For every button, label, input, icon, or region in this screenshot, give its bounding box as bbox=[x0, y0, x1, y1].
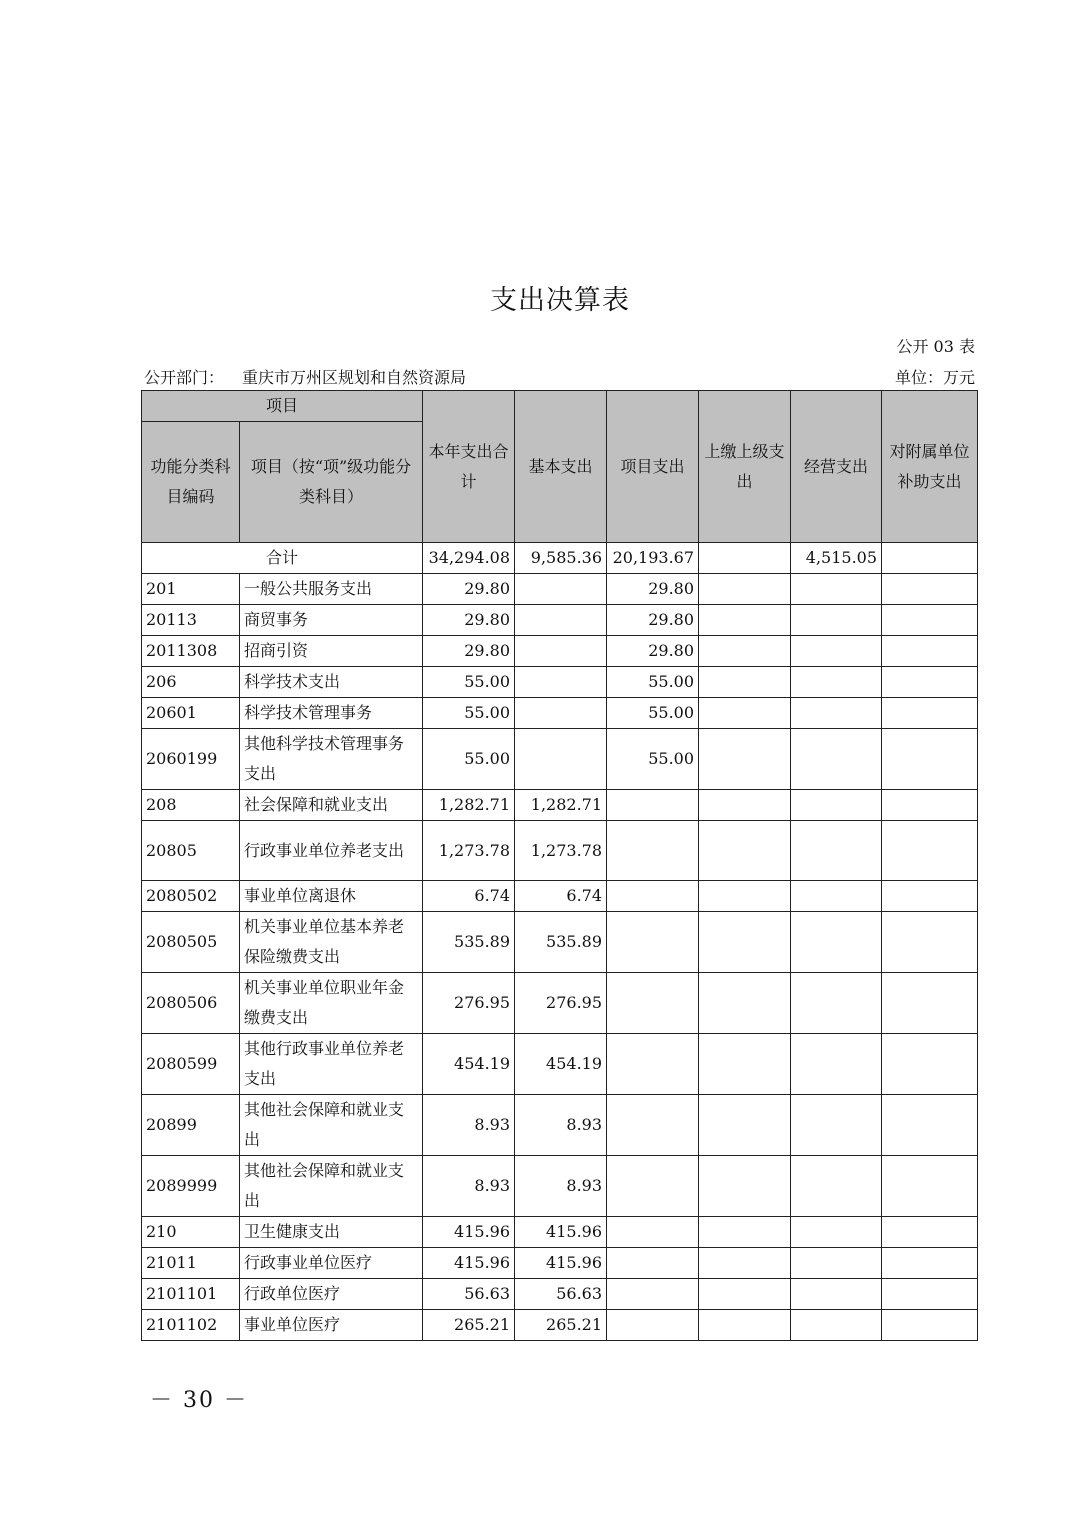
header-business: 经营支出 bbox=[791, 391, 882, 543]
code-cell: 20601 bbox=[142, 698, 240, 729]
total-row bbox=[142, 543, 978, 574]
total-amount-cell: 8.93 bbox=[423, 1156, 515, 1217]
code-cell: 2089999 bbox=[142, 1156, 240, 1217]
name-cell: 科学技术管理事务 bbox=[240, 698, 423, 729]
business-amount-cell bbox=[791, 667, 882, 698]
code-cell: 2101102 bbox=[142, 1310, 240, 1341]
total-amount-cell: 55.00 bbox=[423, 698, 515, 729]
header-subsidy: 对附属单位补助支出 bbox=[882, 391, 978, 543]
table-row bbox=[142, 636, 978, 667]
subsidy-amount-cell bbox=[882, 1248, 978, 1279]
basic-amount-cell: 6.74 bbox=[515, 881, 607, 912]
business-amount-cell bbox=[791, 574, 882, 605]
upper-amount-cell bbox=[699, 729, 791, 790]
total-amount-cell: 29.80 bbox=[423, 636, 515, 667]
business-amount-cell bbox=[791, 1217, 882, 1248]
name-cell: 事业单位医疗 bbox=[240, 1310, 423, 1341]
table-row bbox=[142, 912, 978, 973]
code-cell: 2080505 bbox=[142, 912, 240, 973]
business-amount-cell bbox=[791, 821, 882, 881]
subsidy-amount-cell bbox=[882, 1217, 978, 1248]
project-amount-cell bbox=[607, 1095, 699, 1156]
name-cell: 行政事业单位医疗 bbox=[240, 1248, 423, 1279]
code-cell: 2101101 bbox=[142, 1279, 240, 1310]
project-amount-cell bbox=[607, 1248, 699, 1279]
upper-amount-cell bbox=[699, 973, 791, 1034]
upper-amount-cell bbox=[699, 636, 791, 667]
name-cell: 招商引资 bbox=[240, 636, 423, 667]
basic-amount-cell: 56.63 bbox=[515, 1279, 607, 1310]
code-cell: 2060199 bbox=[142, 729, 240, 790]
department-line bbox=[144, 365, 466, 388]
upper-amount-cell bbox=[699, 1310, 791, 1341]
name-cell: 其他社会保障和就业支出 bbox=[240, 1156, 423, 1217]
code-cell: 206 bbox=[142, 667, 240, 698]
upper-amount-cell bbox=[699, 1217, 791, 1248]
business-amount-cell bbox=[791, 912, 882, 973]
project-amount-cell: 55.00 bbox=[607, 729, 699, 790]
subsidy-amount-cell bbox=[882, 605, 978, 636]
name-cell: 卫生健康支出 bbox=[240, 1217, 423, 1248]
total-amount-cell: 55.00 bbox=[423, 667, 515, 698]
project-amount-cell bbox=[607, 973, 699, 1034]
business-amount-cell bbox=[791, 698, 882, 729]
business-amount-cell bbox=[791, 790, 882, 821]
total-amount-cell: 1,282.71 bbox=[423, 790, 515, 821]
subsidy-amount-cell bbox=[882, 1034, 978, 1095]
total-amount-cell: 276.95 bbox=[423, 973, 515, 1034]
subsidy-amount-cell bbox=[882, 1310, 978, 1341]
name-cell: 其他科学技术管理事务支出 bbox=[240, 729, 423, 790]
name-cell: 事业单位离退休 bbox=[240, 881, 423, 912]
project-amount-cell bbox=[607, 790, 699, 821]
code-cell: 2011308 bbox=[142, 636, 240, 667]
table-row bbox=[142, 1034, 978, 1095]
basic-amount-cell: 265.21 bbox=[515, 1310, 607, 1341]
table-row bbox=[142, 790, 978, 821]
name-cell: 社会保障和就业支出 bbox=[240, 790, 423, 821]
business-amount-cell bbox=[791, 605, 882, 636]
total-subsidy-cell bbox=[882, 543, 978, 574]
basic-amount-cell: 454.19 bbox=[515, 1034, 607, 1095]
subsidy-amount-cell bbox=[882, 1156, 978, 1217]
project-amount-cell bbox=[607, 881, 699, 912]
basic-amount-cell bbox=[515, 667, 607, 698]
table-row bbox=[142, 605, 978, 636]
upper-amount-cell bbox=[699, 667, 791, 698]
expenditure-table bbox=[141, 390, 978, 1341]
header-code: 功能分类科目编码 bbox=[142, 422, 240, 543]
subsidy-amount-cell bbox=[882, 729, 978, 790]
basic-amount-cell bbox=[515, 729, 607, 790]
project-amount-cell bbox=[607, 821, 699, 881]
business-amount-cell bbox=[791, 1248, 882, 1279]
table-row bbox=[142, 729, 978, 790]
code-cell: 201 bbox=[142, 574, 240, 605]
name-cell: 行政单位医疗 bbox=[240, 1279, 423, 1310]
page-title: 支出决算表 bbox=[490, 285, 630, 316]
total-amount-cell: 56.63 bbox=[423, 1279, 515, 1310]
total-amount-cell: 8.93 bbox=[423, 1095, 515, 1156]
total-project-cell: 20,193.67 bbox=[607, 543, 699, 574]
table-body bbox=[142, 543, 978, 1341]
code-cell: 20899 bbox=[142, 1095, 240, 1156]
business-amount-cell bbox=[791, 881, 882, 912]
name-cell: 其他社会保障和就业支出 bbox=[240, 1095, 423, 1156]
subsidy-amount-cell bbox=[882, 1095, 978, 1156]
total-label: 合计 bbox=[142, 543, 423, 574]
table-header bbox=[142, 391, 978, 543]
basic-amount-cell: 8.93 bbox=[515, 1095, 607, 1156]
name-cell: 行政事业单位养老支出 bbox=[240, 821, 423, 881]
business-amount-cell bbox=[791, 973, 882, 1034]
code-cell: 20113 bbox=[142, 605, 240, 636]
total-amount-cell: 415.96 bbox=[423, 1248, 515, 1279]
basic-amount-cell bbox=[515, 636, 607, 667]
department-name: 重庆市万州区规划和自然资源局 bbox=[242, 368, 467, 387]
subsidy-amount-cell bbox=[882, 881, 978, 912]
table-row bbox=[142, 881, 978, 912]
business-amount-cell bbox=[791, 1310, 882, 1341]
table-row bbox=[142, 1310, 978, 1341]
table-row bbox=[142, 1279, 978, 1310]
form-number: 公开 03 表 bbox=[896, 337, 975, 356]
code-cell: 2080502 bbox=[142, 881, 240, 912]
business-amount-cell bbox=[791, 636, 882, 667]
total-amount-cell: 415.96 bbox=[423, 1217, 515, 1248]
total-amount-cell: 55.00 bbox=[423, 729, 515, 790]
basic-amount-cell: 415.96 bbox=[515, 1217, 607, 1248]
project-amount-cell bbox=[607, 1034, 699, 1095]
business-amount-cell bbox=[791, 1095, 882, 1156]
subsidy-amount-cell bbox=[882, 912, 978, 973]
basic-amount-cell: 415.96 bbox=[515, 1248, 607, 1279]
basic-amount-cell: 535.89 bbox=[515, 912, 607, 973]
name-cell: 科学技术支出 bbox=[240, 667, 423, 698]
basic-amount-cell bbox=[515, 605, 607, 636]
business-amount-cell bbox=[791, 729, 882, 790]
subsidy-amount-cell bbox=[882, 973, 978, 1034]
business-amount-cell bbox=[791, 1279, 882, 1310]
name-cell: 机关事业单位基本养老保险缴费支出 bbox=[240, 912, 423, 973]
total-amount-cell: 29.80 bbox=[423, 574, 515, 605]
subsidy-amount-cell bbox=[882, 1279, 978, 1310]
upper-amount-cell bbox=[699, 1156, 791, 1217]
table-row bbox=[142, 1248, 978, 1279]
upper-amount-cell bbox=[699, 605, 791, 636]
project-amount-cell bbox=[607, 1217, 699, 1248]
header-basic: 基本支出 bbox=[515, 391, 607, 543]
basic-amount-cell: 8.93 bbox=[515, 1156, 607, 1217]
total-cell: 34,294.08 bbox=[423, 543, 515, 574]
upper-amount-cell bbox=[699, 912, 791, 973]
code-cell: 208 bbox=[142, 790, 240, 821]
project-amount-cell: 55.00 bbox=[607, 698, 699, 729]
table-row bbox=[142, 574, 978, 605]
upper-amount-cell bbox=[699, 821, 791, 881]
business-amount-cell bbox=[791, 1156, 882, 1217]
total-basic-cell: 9,585.36 bbox=[515, 543, 607, 574]
basic-amount-cell bbox=[515, 698, 607, 729]
table-row bbox=[142, 1156, 978, 1217]
total-business-cell: 4,515.05 bbox=[791, 543, 882, 574]
upper-amount-cell bbox=[699, 1279, 791, 1310]
name-cell: 机关事业单位职业年金缴费支出 bbox=[240, 973, 423, 1034]
table-row bbox=[142, 973, 978, 1034]
total-upper-cell bbox=[699, 543, 791, 574]
upper-amount-cell bbox=[699, 881, 791, 912]
department-label: 公开部门： bbox=[144, 368, 225, 387]
subsidy-amount-cell bbox=[882, 636, 978, 667]
project-amount-cell: 29.80 bbox=[607, 605, 699, 636]
header-name: 项目（按“项”级功能分类科目） bbox=[240, 422, 423, 543]
code-cell: 21011 bbox=[142, 1248, 240, 1279]
name-cell: 一般公共服务支出 bbox=[240, 574, 423, 605]
name-cell: 其他行政事业单位养老支出 bbox=[240, 1034, 423, 1095]
upper-amount-cell bbox=[699, 1034, 791, 1095]
subsidy-amount-cell bbox=[882, 821, 978, 881]
upper-amount-cell bbox=[699, 790, 791, 821]
unit-label: 单位：万元 bbox=[894, 368, 975, 387]
table-row bbox=[142, 1095, 978, 1156]
total-amount-cell: 454.19 bbox=[423, 1034, 515, 1095]
header-total: 本年支出合计 bbox=[423, 391, 515, 543]
basic-amount-cell bbox=[515, 574, 607, 605]
code-cell: 20805 bbox=[142, 821, 240, 881]
subsidy-amount-cell bbox=[882, 574, 978, 605]
total-amount-cell: 535.89 bbox=[423, 912, 515, 973]
project-amount-cell bbox=[607, 912, 699, 973]
project-amount-cell bbox=[607, 1310, 699, 1341]
header-project: 项目 bbox=[142, 391, 423, 422]
code-cell: 210 bbox=[142, 1217, 240, 1248]
business-amount-cell bbox=[791, 1034, 882, 1095]
page-number: － 30 － bbox=[150, 1388, 248, 1413]
project-amount-cell bbox=[607, 1279, 699, 1310]
basic-amount-cell: 1,273.78 bbox=[515, 821, 607, 881]
basic-amount-cell: 276.95 bbox=[515, 973, 607, 1034]
header-upper: 上缴上级支出 bbox=[699, 391, 791, 543]
total-amount-cell: 265.21 bbox=[423, 1310, 515, 1341]
total-amount-cell: 1,273.78 bbox=[423, 821, 515, 881]
code-cell: 2080506 bbox=[142, 973, 240, 1034]
subsidy-amount-cell bbox=[882, 667, 978, 698]
table-row bbox=[142, 667, 978, 698]
upper-amount-cell bbox=[699, 1095, 791, 1156]
project-amount-cell bbox=[607, 1156, 699, 1217]
upper-amount-cell bbox=[699, 698, 791, 729]
upper-amount-cell bbox=[699, 574, 791, 605]
code-cell: 2080599 bbox=[142, 1034, 240, 1095]
table-row bbox=[142, 698, 978, 729]
project-amount-cell: 29.80 bbox=[607, 636, 699, 667]
project-amount-cell: 55.00 bbox=[607, 667, 699, 698]
subsidy-amount-cell bbox=[882, 698, 978, 729]
total-amount-cell: 29.80 bbox=[423, 605, 515, 636]
project-amount-cell: 29.80 bbox=[607, 574, 699, 605]
header-project-exp: 项目支出 bbox=[607, 391, 699, 543]
basic-amount-cell: 1,282.71 bbox=[515, 790, 607, 821]
name-cell: 商贸事务 bbox=[240, 605, 423, 636]
table-row bbox=[142, 1217, 978, 1248]
table-row bbox=[142, 821, 978, 881]
upper-amount-cell bbox=[699, 1248, 791, 1279]
total-amount-cell: 6.74 bbox=[423, 881, 515, 912]
subsidy-amount-cell bbox=[882, 790, 978, 821]
